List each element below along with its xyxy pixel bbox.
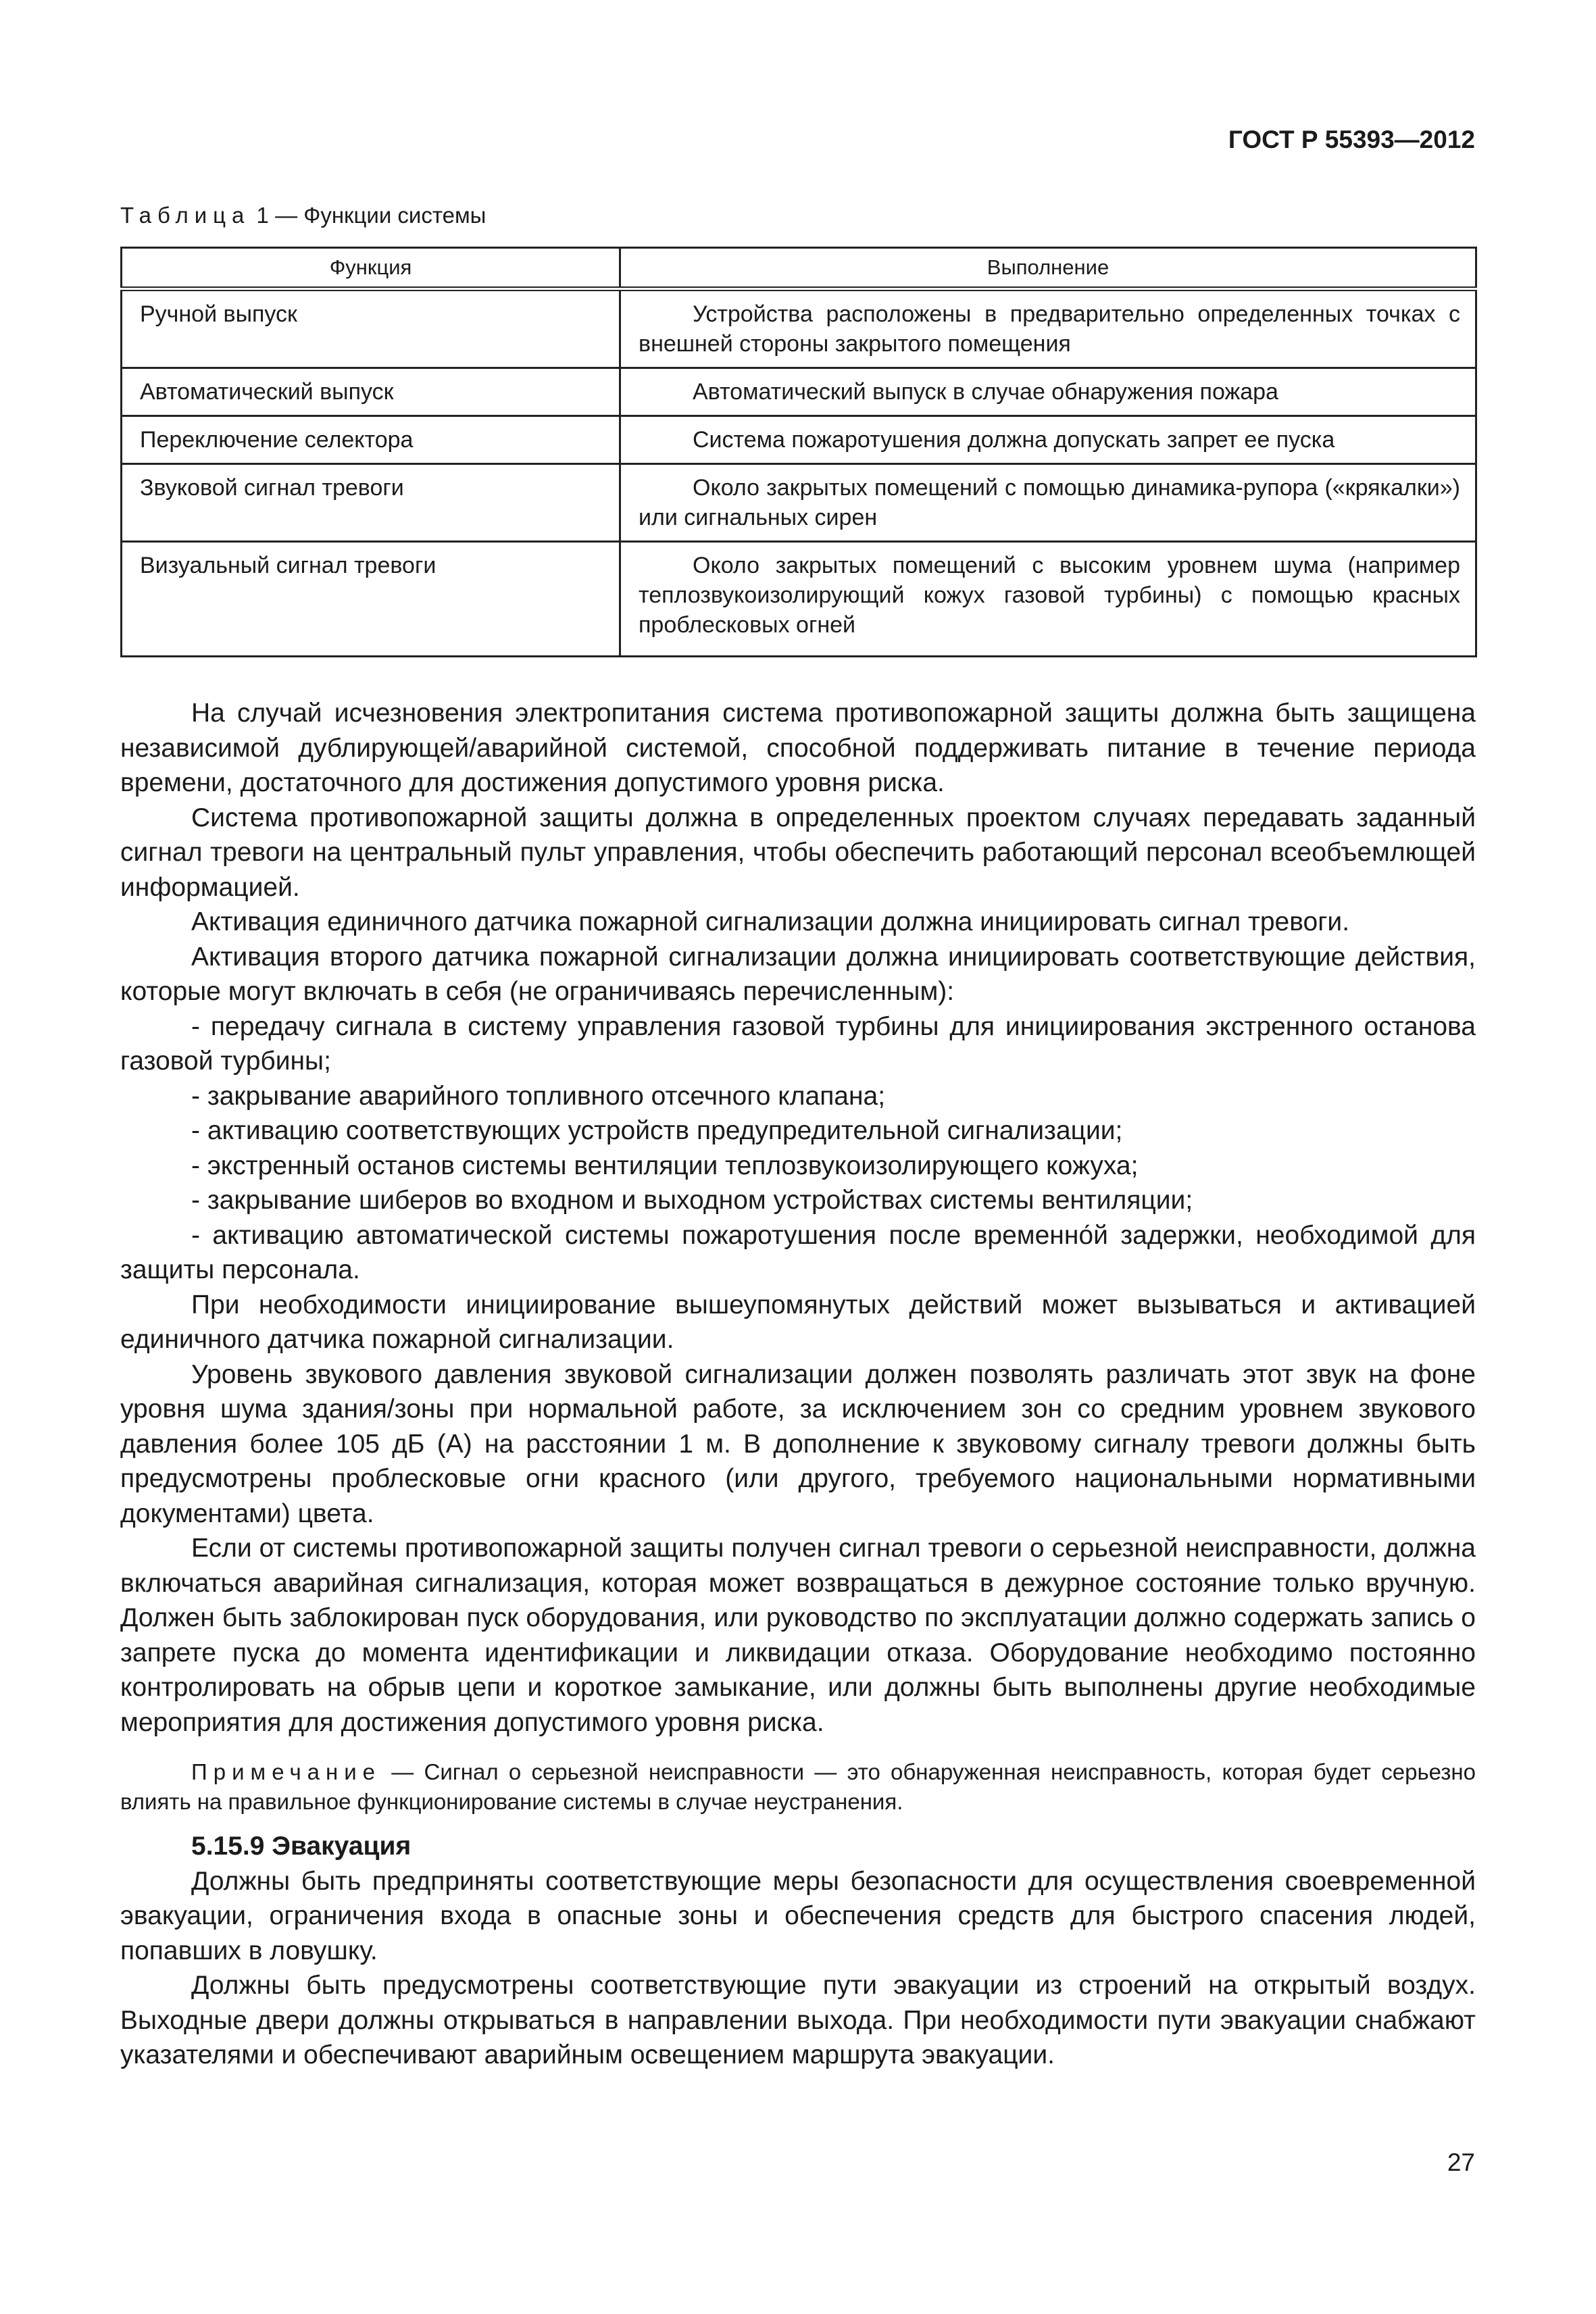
function-cell: Автоматический выпуск bbox=[122, 368, 620, 416]
function-cell: Звуковой сигнал тревоги bbox=[122, 464, 620, 542]
execution-cell: Система пожаротушения должна допускать запрет ее пуска bbox=[620, 416, 1476, 464]
column-header-execution: Выполнение bbox=[620, 248, 1476, 289]
execution-cell: Устройства расположены в предварительно определенных точках с внешней стороны закрытого помещения bbox=[620, 289, 1476, 368]
paragraph: Активация единичного датчика пожарной сигнализации должна инициировать сигнал тревоги. bbox=[191, 907, 1350, 936]
note-text: — Сигнал о серьезной неисправности — это обнаруженная неисправность, которая будет серьезно влиять на правильное функционирование системы в случае неустранения. bbox=[120, 1759, 1476, 1814]
list-item: - экстренный останов системы вентиляции теплозвукоизолирующего кожуха; bbox=[191, 1151, 1139, 1180]
function-cell: Визуальный сигнал тревоги bbox=[122, 542, 620, 657]
table-caption-prefix: Таблица bbox=[120, 203, 251, 228]
function-cell: Ручной выпуск bbox=[122, 289, 620, 368]
execution-cell: Около закрытых помещений с высоким уровнем шума (например теплозвукоизолирующий кожух газовой турбины) с помощью красных проблесковых огней bbox=[620, 542, 1476, 657]
list-item: - закрывание шиберов во входном и выходном устройствах системы вентиляции; bbox=[191, 1186, 1193, 1215]
page-number: 27 bbox=[1447, 2148, 1475, 2176]
paragraph: На случай исчезновения электропитания система противопожарной защиты должна быть защищена независимой дублирующей/аварийной системой, способной поддерживать питание в течение периода времени, достаточного для достижения допустимого уровня риска. bbox=[120, 699, 1476, 797]
execution-cell: Автоматический выпуск в случае обнаружения пожара bbox=[620, 368, 1476, 416]
table-row bbox=[122, 368, 1476, 416]
table-caption bbox=[120, 203, 486, 228]
table-header-row bbox=[122, 248, 1476, 289]
paragraph: Уровень звукового давления звуковой сигнализации должен позволять различать этот звук на фоне уровня шума здания/зоны при нормальной работе, за исключением зон со средним уровнем звукового давления более 105 дБ (А) на расстоянии 1 м. В дополнение к звуковому сигналу тревоги должны быть предусмотрены проблесковые огни красного (или другого, требуемого национальными нормативными документами) цвета. bbox=[120, 1359, 1476, 1528]
note bbox=[120, 1757, 1476, 1817]
note-label: Примечание bbox=[191, 1759, 382, 1784]
paragraph: Если от системы противопожарной защиты получен сигнал тревоги о серьезной неисправности, должна включаться аварийная сигнализация, которая может возвращаться в дежурное состояние только вручную. Должен быть заблокирован пуск оборудования, или руководство по эксплуатации должно содержать запись о запрете пуска до момента идентификации и ликвидации отказа. Оборудование необходимо постоянно контролировать на обрыв цепи и короткое замыкание, или должны быть выполнены другие необходимые мероприятия для достижения допустимого уровня риска. bbox=[120, 1534, 1476, 1737]
list-item: - активацию автоматической системы пожаротушения после временно́й задержки, необходимой для защиты персонала. bbox=[120, 1220, 1476, 1284]
functions-table bbox=[120, 247, 1477, 657]
body-text bbox=[120, 696, 1476, 2073]
list-item: - передачу сигнала в систему управления газовой турбины для инициирования экстренного останова газовой турбины; bbox=[120, 1011, 1476, 1076]
paragraph: Должны быть предприняты соответствующие меры безопасности для осуществления своевременной эвакуации, ограничения входа в опасные зоны и обеспечения средств для быстрого спасения людей, попавших в ловушку. bbox=[120, 1866, 1476, 1965]
function-cell: Переключение селектора bbox=[122, 416, 620, 464]
table-caption-title: 1 — Функции системы bbox=[250, 203, 487, 228]
table-row bbox=[122, 289, 1476, 368]
table-row bbox=[122, 542, 1476, 657]
table-row bbox=[122, 416, 1476, 464]
paragraph: Система противопожарной защиты должна в определенных проектом случаях передавать заданный сигнал тревоги на центральный пульт управления, чтобы обеспечить работающий персонал всеобъемлющей информацией. bbox=[120, 803, 1476, 902]
list-item: - закрывание аварийного топливного отсечного клапана; bbox=[191, 1081, 886, 1111]
paragraph: Должны быть предусмотрены соответствующие пути эвакуации из строений на открытый воздух. Выходные двери должны открываться в направлении выхода. При необходимости пути эвакуации снабжают указателями и обеспечивают аварийным освещением маршрута эвакуации. bbox=[120, 1971, 1476, 2069]
paragraph: При необходимости инициирование вышеупомянутых действий может вызываться и активацией единичного датчика пожарной сигнализации. bbox=[120, 1290, 1476, 1354]
table-row bbox=[122, 464, 1476, 542]
column-header-function: Функция bbox=[122, 248, 620, 289]
list-item: - активацию соответствующих устройств предупредительной сигнализации; bbox=[191, 1116, 1123, 1145]
document-id-header: ГОСТ Р 55393—2012 bbox=[1228, 126, 1475, 153]
paragraph: Активация второго датчика пожарной сигнализации должна инициировать соответствующие действия, которые могут включать в себя (не ограничиваясь перечисленным): bbox=[120, 942, 1476, 1006]
section-heading: 5.15.9 Эвакуация bbox=[191, 1832, 412, 1861]
execution-cell: Около закрытых помещений с помощью динамика-рупора («крякалки») или сигнальных сирен bbox=[620, 464, 1476, 542]
